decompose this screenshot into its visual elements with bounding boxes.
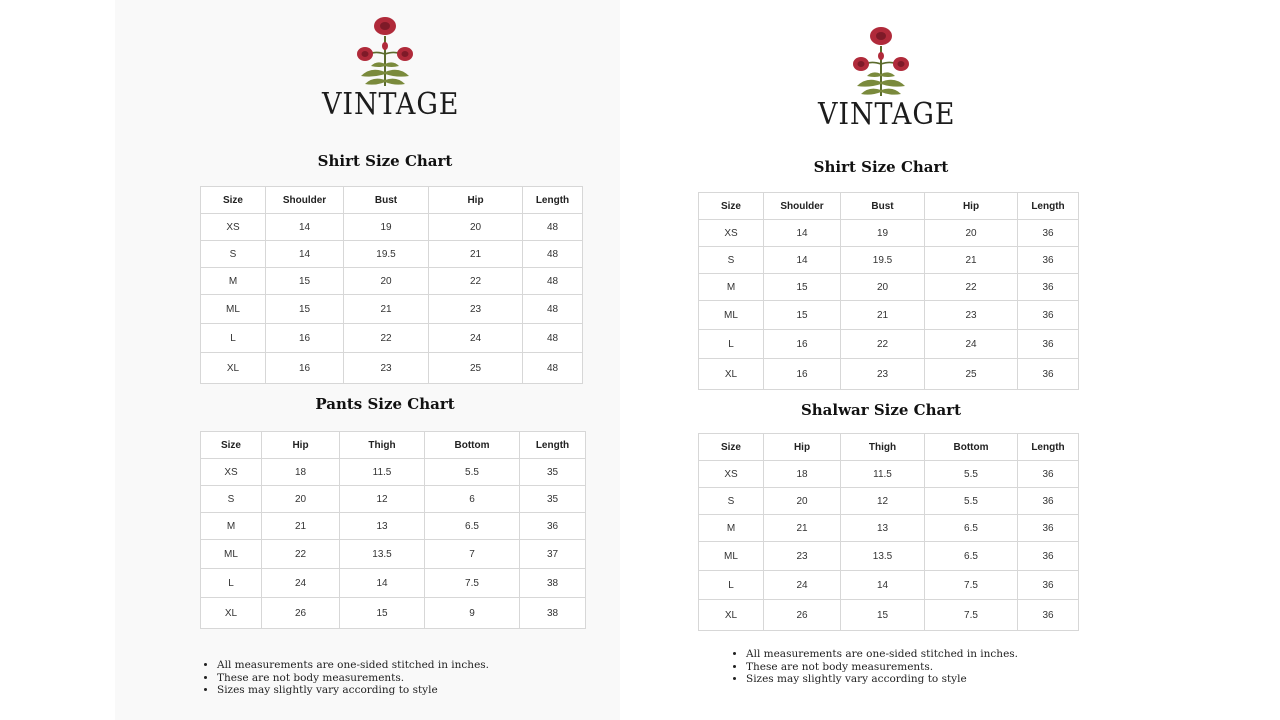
table-cell: 18 (262, 459, 340, 486)
table-row (201, 459, 586, 486)
brand-logo (315, 14, 460, 122)
table-cell: M (699, 515, 764, 542)
table-cell: 48 (523, 324, 583, 353)
column-header: Hip (764, 434, 841, 461)
table-cell: 48 (523, 295, 583, 324)
table-cell: XS (699, 220, 764, 247)
table-cell: 13.5 (841, 542, 925, 571)
table-cell: 15 (841, 600, 925, 631)
table-cell: 13 (340, 513, 425, 540)
table-cell: 21 (841, 301, 925, 330)
table-cell: 20 (764, 488, 841, 515)
table-cell: 23 (429, 295, 523, 324)
table-cell: ML (201, 540, 262, 569)
table-cell: 36 (520, 513, 586, 540)
table-cell: 24 (925, 330, 1018, 359)
table-header-row (699, 193, 1079, 220)
table-cell: 21 (262, 513, 340, 540)
brand-name: VINTAGE (818, 97, 956, 132)
table-cell: XS (201, 214, 266, 241)
note-item: • All measurements are one-sided stitched in inches. (217, 659, 489, 672)
table-cell: 11.5 (841, 461, 925, 488)
table-cell: 16 (266, 353, 344, 384)
table-cell: 15 (764, 274, 841, 301)
shirt-chart-title: Shirt Size Chart (317, 152, 453, 170)
table-row (699, 515, 1079, 542)
measurement-notes (732, 648, 1018, 686)
table-cell: 14 (266, 241, 344, 268)
table-cell: 21 (429, 241, 523, 268)
size-chart-panel-right (635, 0, 1140, 720)
table-cell: 11.5 (340, 459, 425, 486)
table-cell: XL (201, 598, 262, 629)
poppy-flower-icon (353, 14, 417, 90)
table-cell: 12 (340, 486, 425, 513)
table-cell: L (699, 571, 764, 600)
table-cell: 36 (1018, 600, 1079, 631)
table-cell: 5.5 (925, 488, 1018, 515)
table-cell: 6.5 (425, 513, 520, 540)
note-item: • These are not body measurements. (217, 672, 489, 685)
table-cell: 20 (429, 214, 523, 241)
table-row (201, 214, 583, 241)
table-cell: 19.5 (841, 247, 925, 274)
shirt-size-table (698, 192, 1079, 390)
table-cell: ML (699, 301, 764, 330)
bottom-size-table (698, 433, 1079, 631)
table-row (699, 274, 1079, 301)
table-cell: XL (699, 359, 764, 390)
table-cell: 36 (1018, 247, 1079, 274)
column-header: Shoulder (266, 187, 344, 214)
table-cell: 20 (344, 268, 429, 295)
table-cell: 20 (841, 274, 925, 301)
column-header: Size (201, 187, 266, 214)
measurement-notes (203, 659, 489, 697)
table-cell: XL (201, 353, 266, 384)
table-cell: M (699, 274, 764, 301)
note-item: • These are not body measurements. (746, 661, 1018, 674)
table-cell: XL (699, 600, 764, 631)
table-cell: 7.5 (425, 569, 520, 598)
note-item: • Sizes may slightly vary according to style (746, 673, 1018, 686)
column-header: Hip (429, 187, 523, 214)
table-cell: 22 (429, 268, 523, 295)
table-cell: 48 (523, 268, 583, 295)
table-cell: 22 (925, 274, 1018, 301)
table-cell: 14 (340, 569, 425, 598)
brand-logo (811, 24, 956, 132)
table-cell: 36 (1018, 542, 1079, 571)
table-row (699, 461, 1079, 488)
table-cell: 15 (266, 295, 344, 324)
table-row (201, 486, 586, 513)
table-cell: 14 (841, 571, 925, 600)
note-item: • Sizes may slightly vary according to style (217, 684, 489, 697)
table-cell: 6.5 (925, 515, 1018, 542)
column-header: Hip (925, 193, 1018, 220)
table-cell: 16 (764, 330, 841, 359)
table-cell: 24 (764, 571, 841, 600)
table-cell: 36 (1018, 359, 1079, 390)
table-row (201, 513, 586, 540)
table-cell: 36 (1018, 571, 1079, 600)
table-cell: 23 (841, 359, 925, 390)
column-header: Length (1018, 193, 1079, 220)
table-cell: 35 (520, 486, 586, 513)
table-cell: 48 (523, 214, 583, 241)
table-row (201, 598, 586, 629)
poppy-flower-icon (849, 24, 913, 100)
column-header: Bust (841, 193, 925, 220)
table-cell: 36 (1018, 274, 1079, 301)
table-row (201, 241, 583, 268)
column-header: Bottom (925, 434, 1018, 461)
table-cell: 22 (262, 540, 340, 569)
shirt-chart-title: Shirt Size Chart (813, 158, 949, 176)
table-cell: 36 (1018, 301, 1079, 330)
table-cell: 36 (1018, 515, 1079, 542)
table-row (699, 330, 1079, 359)
table-cell: S (699, 488, 764, 515)
table-cell: 7.5 (925, 600, 1018, 631)
column-header: Bust (344, 187, 429, 214)
table-cell: 5.5 (425, 459, 520, 486)
table-row (201, 353, 583, 384)
table-cell: 16 (266, 324, 344, 353)
table-header-row (201, 432, 586, 459)
table-row (201, 569, 586, 598)
table-cell: 21 (764, 515, 841, 542)
table-cell: 19.5 (344, 241, 429, 268)
table-header-row (201, 187, 583, 214)
table-cell: 15 (266, 268, 344, 295)
table-cell: 25 (925, 359, 1018, 390)
table-cell: M (201, 513, 262, 540)
table-cell: 37 (520, 540, 586, 569)
table-row (699, 542, 1079, 571)
table-cell: 18 (764, 461, 841, 488)
table-row (201, 324, 583, 353)
column-header: Hip (262, 432, 340, 459)
column-header: Size (699, 434, 764, 461)
table-cell: 12 (841, 488, 925, 515)
table-row (699, 359, 1079, 390)
table-cell: 13.5 (340, 540, 425, 569)
table-cell: 26 (764, 600, 841, 631)
table-cell: 24 (262, 569, 340, 598)
table-cell: XS (699, 461, 764, 488)
table-cell: 48 (523, 353, 583, 384)
table-row (699, 247, 1079, 274)
bottom-chart-title: Shalwar Size Chart (800, 401, 962, 419)
table-cell: 6.5 (925, 542, 1018, 571)
note-item: • All measurements are one-sided stitched in inches. (746, 648, 1018, 661)
table-cell: 13 (841, 515, 925, 542)
table-cell: 22 (841, 330, 925, 359)
table-cell: 21 (925, 247, 1018, 274)
table-cell: S (699, 247, 764, 274)
table-cell: 35 (520, 459, 586, 486)
table-row (699, 571, 1079, 600)
table-cell: 36 (1018, 330, 1079, 359)
table-cell: 25 (429, 353, 523, 384)
table-cell: 36 (1018, 220, 1079, 247)
table-row (201, 268, 583, 295)
table-cell: 48 (523, 241, 583, 268)
table-cell: 7 (425, 540, 520, 569)
column-header: Size (699, 193, 764, 220)
table-cell: S (201, 486, 262, 513)
table-cell: 15 (340, 598, 425, 629)
column-header: Size (201, 432, 262, 459)
bottom-chart-title: Pants Size Chart (315, 395, 455, 413)
shirt-size-table (200, 186, 583, 384)
table-row (201, 295, 583, 324)
table-cell: 20 (925, 220, 1018, 247)
column-header: Length (523, 187, 583, 214)
table-cell: 6 (425, 486, 520, 513)
table-cell: 20 (262, 486, 340, 513)
table-cell: 9 (425, 598, 520, 629)
table-row (201, 540, 586, 569)
table-cell: 36 (1018, 488, 1079, 515)
table-cell: 23 (764, 542, 841, 571)
table-row (699, 301, 1079, 330)
table-cell: 14 (764, 247, 841, 274)
table-cell: S (201, 241, 266, 268)
table-cell: 14 (764, 220, 841, 247)
table-cell: 5.5 (925, 461, 1018, 488)
table-cell: 19 (344, 214, 429, 241)
table-cell: 26 (262, 598, 340, 629)
table-cell: 15 (764, 301, 841, 330)
table-cell: 7.5 (925, 571, 1018, 600)
bottom-size-table (200, 431, 586, 629)
table-cell: L (699, 330, 764, 359)
table-cell: 36 (1018, 461, 1079, 488)
table-cell: ML (201, 295, 266, 324)
table-cell: L (201, 324, 266, 353)
table-cell: 38 (520, 569, 586, 598)
table-cell: 21 (344, 295, 429, 324)
table-cell: ML (699, 542, 764, 571)
column-header: Length (520, 432, 586, 459)
column-header: Length (1018, 434, 1079, 461)
column-header: Bottom (425, 432, 520, 459)
table-cell: 14 (266, 214, 344, 241)
table-cell: 16 (764, 359, 841, 390)
table-cell: 19 (841, 220, 925, 247)
brand-name: VINTAGE (322, 87, 460, 122)
table-cell: 23 (925, 301, 1018, 330)
table-row (699, 488, 1079, 515)
table-cell: XS (201, 459, 262, 486)
table-row (699, 220, 1079, 247)
column-header: Thigh (841, 434, 925, 461)
table-header-row (699, 434, 1079, 461)
table-cell: 23 (344, 353, 429, 384)
table-row (699, 600, 1079, 631)
table-cell: 22 (344, 324, 429, 353)
table-cell: M (201, 268, 266, 295)
table-cell: 38 (520, 598, 586, 629)
column-header: Thigh (340, 432, 425, 459)
column-header: Shoulder (764, 193, 841, 220)
table-cell: L (201, 569, 262, 598)
table-cell: 24 (429, 324, 523, 353)
size-chart-panel-left (115, 0, 620, 720)
